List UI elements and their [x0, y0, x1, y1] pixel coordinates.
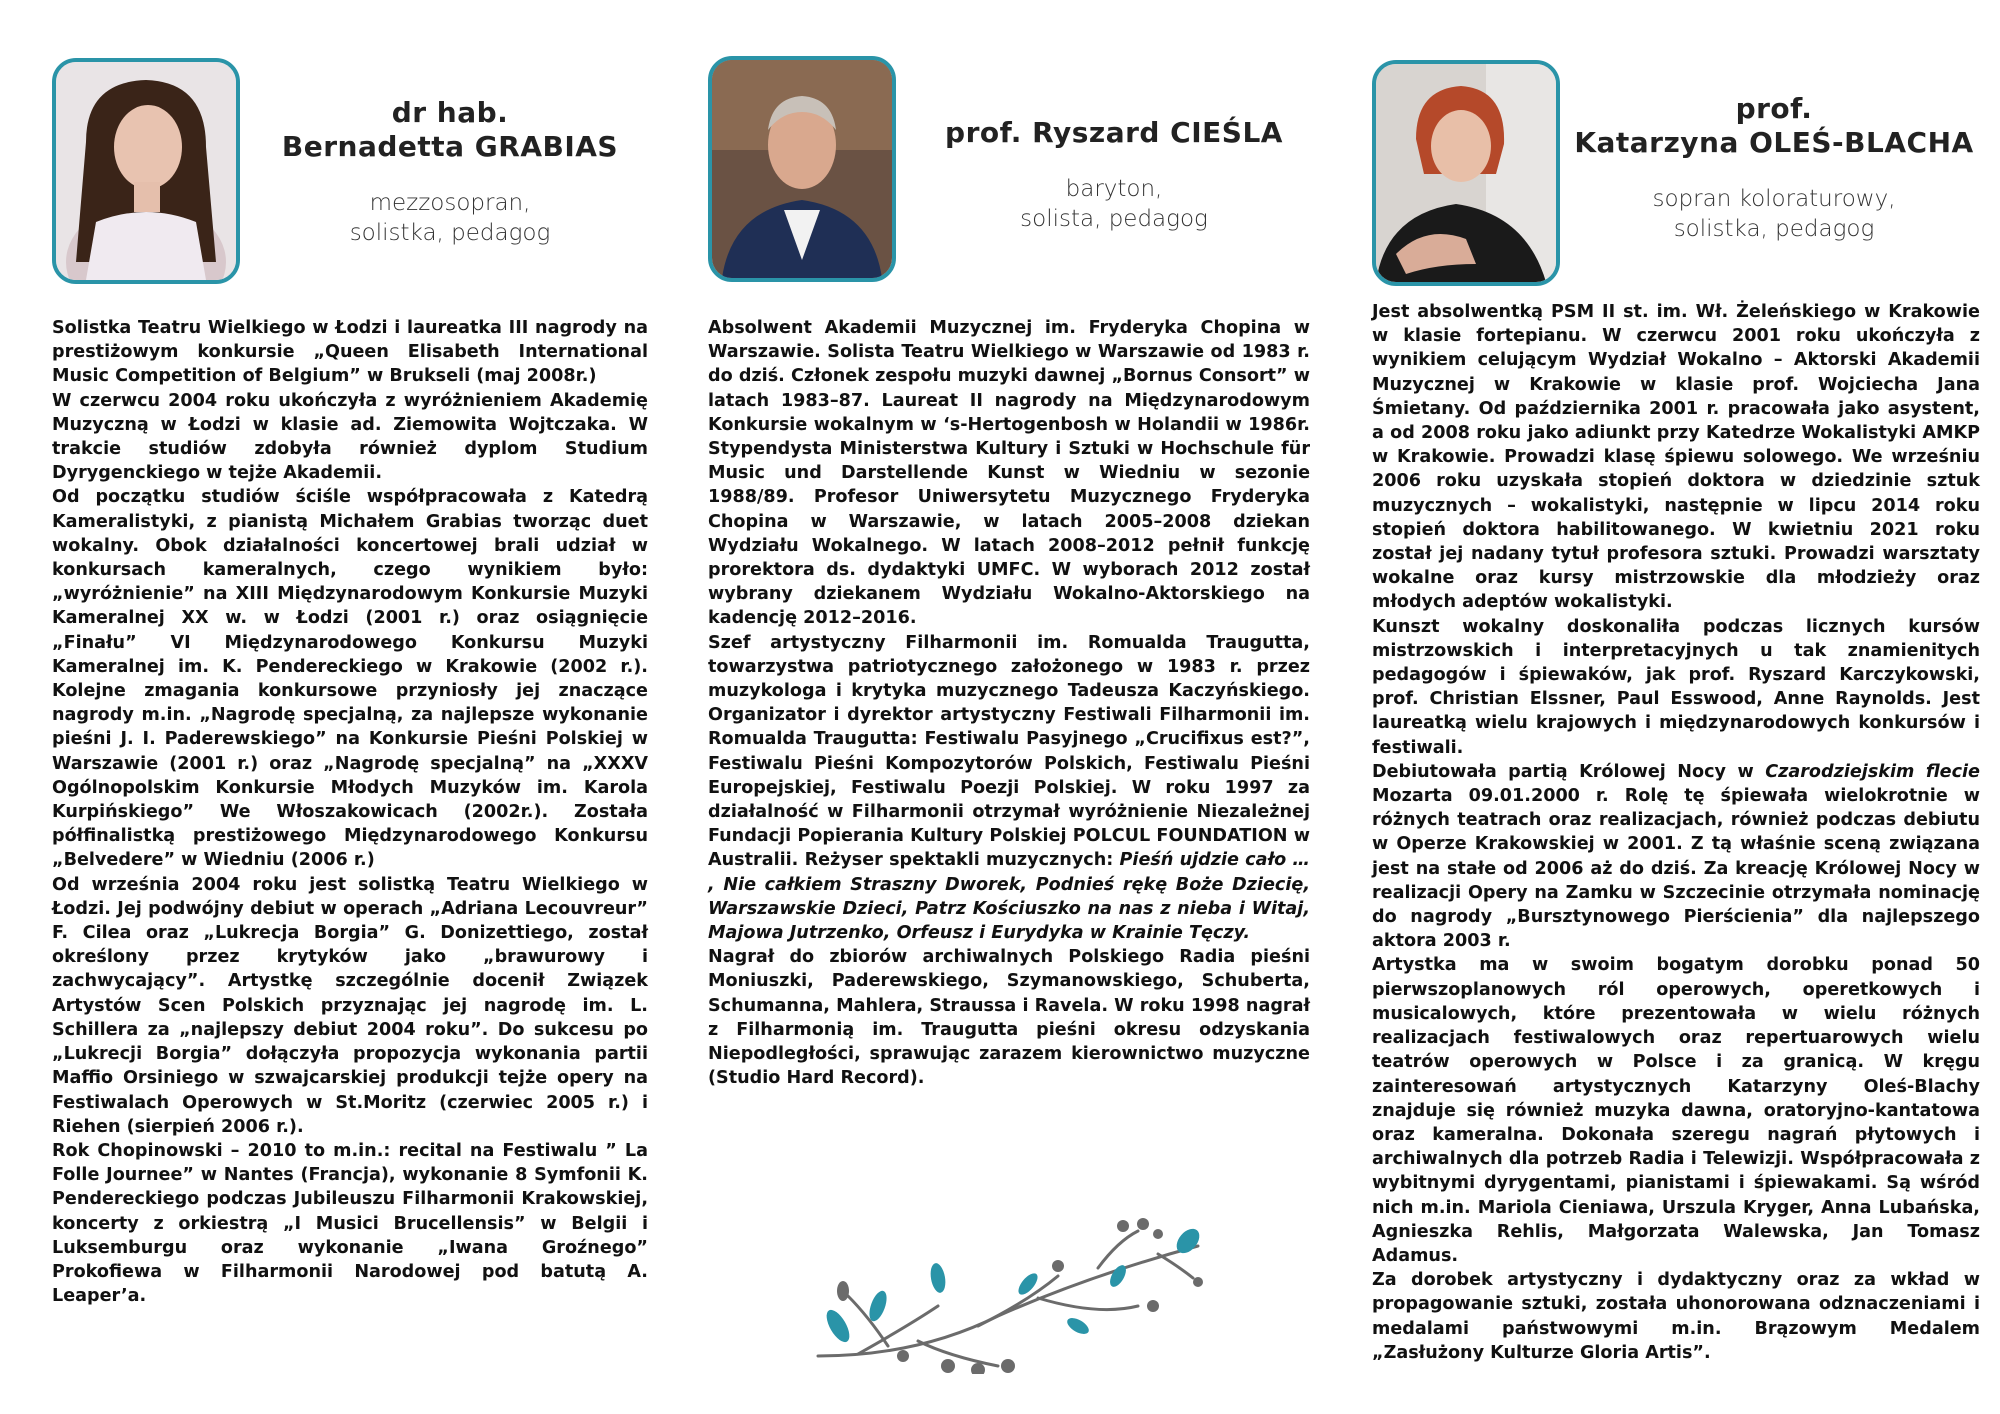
bio-paragraph: Absolwent Akademii Muzycznej im. Fryderyka Chopina w Warszawie. Solista Teatru Wielkiego w Warszawie od 1983 r. do dziś. Członek zespołu muzyki dawnej „Bornus Consort” w latach 1983–87. Laureat II nagrody na Międzynarodowym Konkursie wokalnym w ‘s-Hertogenbosh w Holandii w 1986r. Stypendysta Ministerstwa Kultury i Sztuki w Hochschule für Music und Darstellende Kunst w Wiedniu w sezonie 1988/89. Profesor Uniwersytetu Muzycznego Fryderyka Chopina w Warszawie, w latach 2005–2008 dziekan Wydziału Wokalnego. W latach 2008–2012 pełnił funkcję prorektora ds. dydaktyki UMFC. W wyborach 2012 został wybrany dziekanem Wydziału Wokalno-Aktorskiego na kadencję 2012–2016.: [708, 318, 1310, 629]
artist-title: prof.: [1735, 92, 1813, 125]
artist-function: solista, pedagog: [1020, 206, 1208, 232]
bio-paragraph: Od początku studiów ściśle współpracowała z Katedrą Kameralistyki, z pianistą Michałem Grabias tworząc duet wokalny. Obok działalności koncertowej brali udział w konkursach kameralnych, czego wynikiem było: „wyróżnienie” na XIII Międzynarodowym Konkursie Muzyki Kameralnej XX w. w Łodzi (2001 r.) oraz osiągnięcie „Finału” VI Międzynarodowego Konkursu Muzyki Kameralnej im. K. Pendereckiego w Krakowie (2002 r.). Kolejne zmagania konkursowe przyniosły jej znaczące nagrody m.in. „Nagrodę specjalną, za najlepsze wykonanie pieśni J. I. Paderewskiego” na Konkursie Pieśni Polskiej w Warszawie (2001 r.) oraz „Nagrodę specjalną” na „XXXV Ogólnopolskim Konkursie Młodych Muzyków im. Karola Kurpińskiego” We Włoszakowicach (2002r.). Została półfinalistką prestiżowego Międzynarodowego Konkursu „Belvedere” w Wiedniu (2006 r.): [52, 487, 648, 871]
artist-function: solistka, pedagog: [1673, 216, 1875, 242]
artist-voice-type: sopran koloraturowy,: [1652, 186, 1896, 212]
artist-bio: [1372, 300, 1980, 1365]
bio-paragraph: Kunszt wokalny doskonaliła podczas licznych kursów mistrzowskich i interpretacyjnych u tak znamienitych pedagogów i śpiewaków, jak prof. Ryszard Karczykowski, prof. Christian Elssner, Paul Esswood, Anne Raynolds. Jest laureatką wielu krajowych i międzynarodowych konkursów i festiwali.: [1372, 616, 1980, 758]
bio-paragraph: Nagrał do zbiorów archiwalnych Polskiego Radia pieśni Moniuszki, Paderewskiego, Szymanowskiego, Schuberta, Schumanna, Mahlera, Straussa i Ravela. W roku 1998 nagrał z Filharmonią im. Traugutta pieśni okresu odzyskania Niepodległości, sprawując zarazem kierownictwo muzyczne (Studio Hard Record).: [708, 947, 1310, 1089]
artist-function: solistka, pedagog: [349, 220, 551, 246]
artist-voice-type: baryton,: [1065, 176, 1163, 202]
artist-bio: [52, 316, 648, 1308]
bio-text: Debiutowała partią Królowej Nocy w: [1372, 761, 1766, 782]
artist-title: dr hab.: [391, 96, 509, 129]
artist-role: [252, 188, 648, 248]
bio-paragraph: Solistka Teatru Wielkiego w Łodzi i laureatka III nagrody na prestiżowym konkursie „Queen Elisabeth International Music Competition of Belgium” w Brukseli (maj 2008r.): [52, 318, 648, 387]
bio-text: Mozarta 09.01.2000 r. Rolę tę śpiewała wielokrotnie w różnych teatrach oraz realizacjach, również podczas debiutu w Operze Krakowskiej w 2001. Z tą właśnie sceną związana jest na stałe od 2006 aż do dziś. Za kreację Królowej Nocy w realizacji Opery na Zamku w Szczecinie otrzymała nominację do nagrody „Bursztynowego Pierścienia” dla najlepszego aktora 2003 r.: [1372, 786, 1980, 952]
artist-photo: [1372, 60, 1560, 286]
bio-paragraph: Artystka ma w swoim bogatym dorobku ponad 50 pierwszoplanowych ról operowych, operetkowych i musicalowych, które prezentowała w wielu różnych realizacjach festiwalowych oraz repertuarowych wielu teatrów operowych w Polsce i za granicą. W kręgu zainteresowań artystycznych Katarzyny Oleś-Blachy znajduje się również muzyka dawna, oratoryjno-kantatowa oraz kameralna. Dokonała szeregu nagrań płytowych i archiwalnych dla potrzeb Radia i Telewizji. Współpracowała z wybitnymi dyrygentami, pianistami i śpiewakami. Są wśród nich m.in. Mariola Cieniawa, Urszula Kryger, Anna Lubańska, Agnieszka Rehlis, Małgorzata Walewska, Jan Tomasz Adamus.: [1372, 955, 1980, 1266]
artist-photo: [708, 56, 896, 282]
bio-text: Szef artystyczny Filharmonii im. Romualda Traugutta, towarzystwa patriotycznego założonego w 1983 r. przez muzykologa i krytyka muzycznego Tadeusza Kaczyńskiego. Organizator i dyrektor artystyczny Festiwali Filharmonii im. Romualda Traugutta: Festiwalu Pasyjnego „Crucifixus est?”, Festiwalu Pieśni Kompozytorów Polskich, Festiwalu Pieśni Europejskiej, Festiwalu Poezji Polskiej. W roku 1997 za działalność w Filharmonii otrzymał wyróżnienie Niezależnej Fundacji Popierania Kultury Polskiej POLCUL FOUNDATION w Australii. Reżyser spektakli muzycznych:: [708, 632, 1310, 871]
artist-column-ciesla: [708, 0, 1310, 1414]
artist-column-grabias: [52, 0, 648, 1414]
artist-name: prof. Ryszard CIEŚLA: [945, 116, 1283, 149]
bio-paragraph: [1372, 760, 1980, 954]
artist-bio: [708, 316, 1310, 1091]
artist-header: [52, 0, 648, 300]
bio-paragraph: Jest absolwentką PSM II st. im. Wł. Żeleńskiego w Krakowie w klasie fortepianu. W czerwcu 2001 roku ukończyła z wynikiem celującym Wydział Wokalno – Aktorski Akademii Muzycznej w Krakowie w klasie prof. Wojciecha Jana Śmietany. Od października 2001 r. pracowała jako asystent, a od 2008 roku jako adiunkt przy Katedrze Wokalistyki AMKP w Krakowie. Prowadzi klasę śpiewu solowego. We wrześniu 2006 roku uzyskała stopień doktora w dziedzinie sztuk muzycznych – wokalistyki, następnie w lipcu 2014 roku stopień doktora habilitowanego. W kwietniu 2021 roku został jej nadany tytuł profesora sztuki. Prowadzi warsztaty wokalne oraz kursy mistrzowskie dla młodzieży oraz młodych adeptów wokalistyki.: [1372, 302, 1980, 613]
artist-header: [708, 0, 1310, 300]
bio-paragraph: [708, 631, 1310, 946]
artist-name-block: [252, 96, 648, 248]
bio-paragraph: Od września 2004 roku jest solistką Teatru Wielkiego w Łodzi. Jej podwójny debiut w operach „Adriana Lecouvreur” F. Cilea oraz „Lukrecja Borgia” G. Donizettiego, został określony przez krytyków jako „brawurowy i zachwycający”. Artystkę szczególnie docenił Związek Artystów Scen Polskich przyznając jej nagrodę im. L. Schillera za „najlepszy debiut 2004 roku”. Do sukcesu po „Lukrecji Borgia” dołączyła propozycja wykonania partii Maffio Orsiniego w szwajcarskiej produkcji tejże opery na Festiwalach Operowych w St.Moritz (czerwiec 2005 r.) i Riehen (sierpień 2006 r.).: [52, 874, 648, 1137]
floral-ornament: [798, 1206, 1218, 1374]
artist-name-block: [918, 116, 1310, 234]
artist-column-oles-blacha: [1372, 0, 1980, 1414]
artist-name: Katarzyna OLEŚ-BLACHA: [1574, 126, 1974, 159]
artist-name: Bernadetta GRABIAS: [281, 130, 619, 163]
artist-header: [1372, 0, 1980, 300]
artist-voice-type: mezzosopran,: [369, 190, 531, 216]
bio-paragraph: W czerwcu 2004 roku ukończyła z wyróżnieniem Akademię Muzyczną w Łodzi w klasie ad. Ziemowita Wojtczaka. W trakcie studiów zdobyła również dyplom Studium Dyrygenckiego w tejże Akademii.: [52, 390, 648, 484]
bio-paragraph: Za dorobek artystyczny i dydaktyczny oraz za wkład w propagowanie sztuki, została uhonorowana odznaczeniami i medalami państwowymi m.in. Brązowym Medalem „Zasłużony Kulturze Gloria Artis”.: [1372, 1270, 1980, 1363]
bio-paragraph: Rok Chopinowski – 2010 to m.in.: recital na Festiwalu ” La Folle Journee” w Nantes (Francja), wykonanie 8 Symfonii K. Pendereckiego podczas Jubileuszu Filharmonii Krakowskiej, koncerty z orkiestrą „I Musici Brucellensis” w Belgii i Luksemburgu oraz wykonanie „Iwana Groźnego” Prokofiewa w Filharmonii Narodowej pod batutą A. Leaper’a.: [52, 1140, 648, 1307]
bio-italic-title: Czarodziejskim flecie: [1765, 761, 1980, 782]
bio-italic-titles: Pieśń ujdzie cało … , Nie całkiem Straszny Dworek, Podnieś rękę Boże Dziecię, Warszawskie Dzieci, Patrz Kościuszko na nas z nieba i Witaj, Majowa Jutrzenko, Orfeusz i Eurydyka w Krainie Tęczy.: [708, 850, 1310, 944]
artist-role: [918, 174, 1310, 234]
artist-name-block: [1568, 92, 1980, 244]
artist-role: [1568, 184, 1980, 244]
artist-photo: [52, 58, 240, 284]
